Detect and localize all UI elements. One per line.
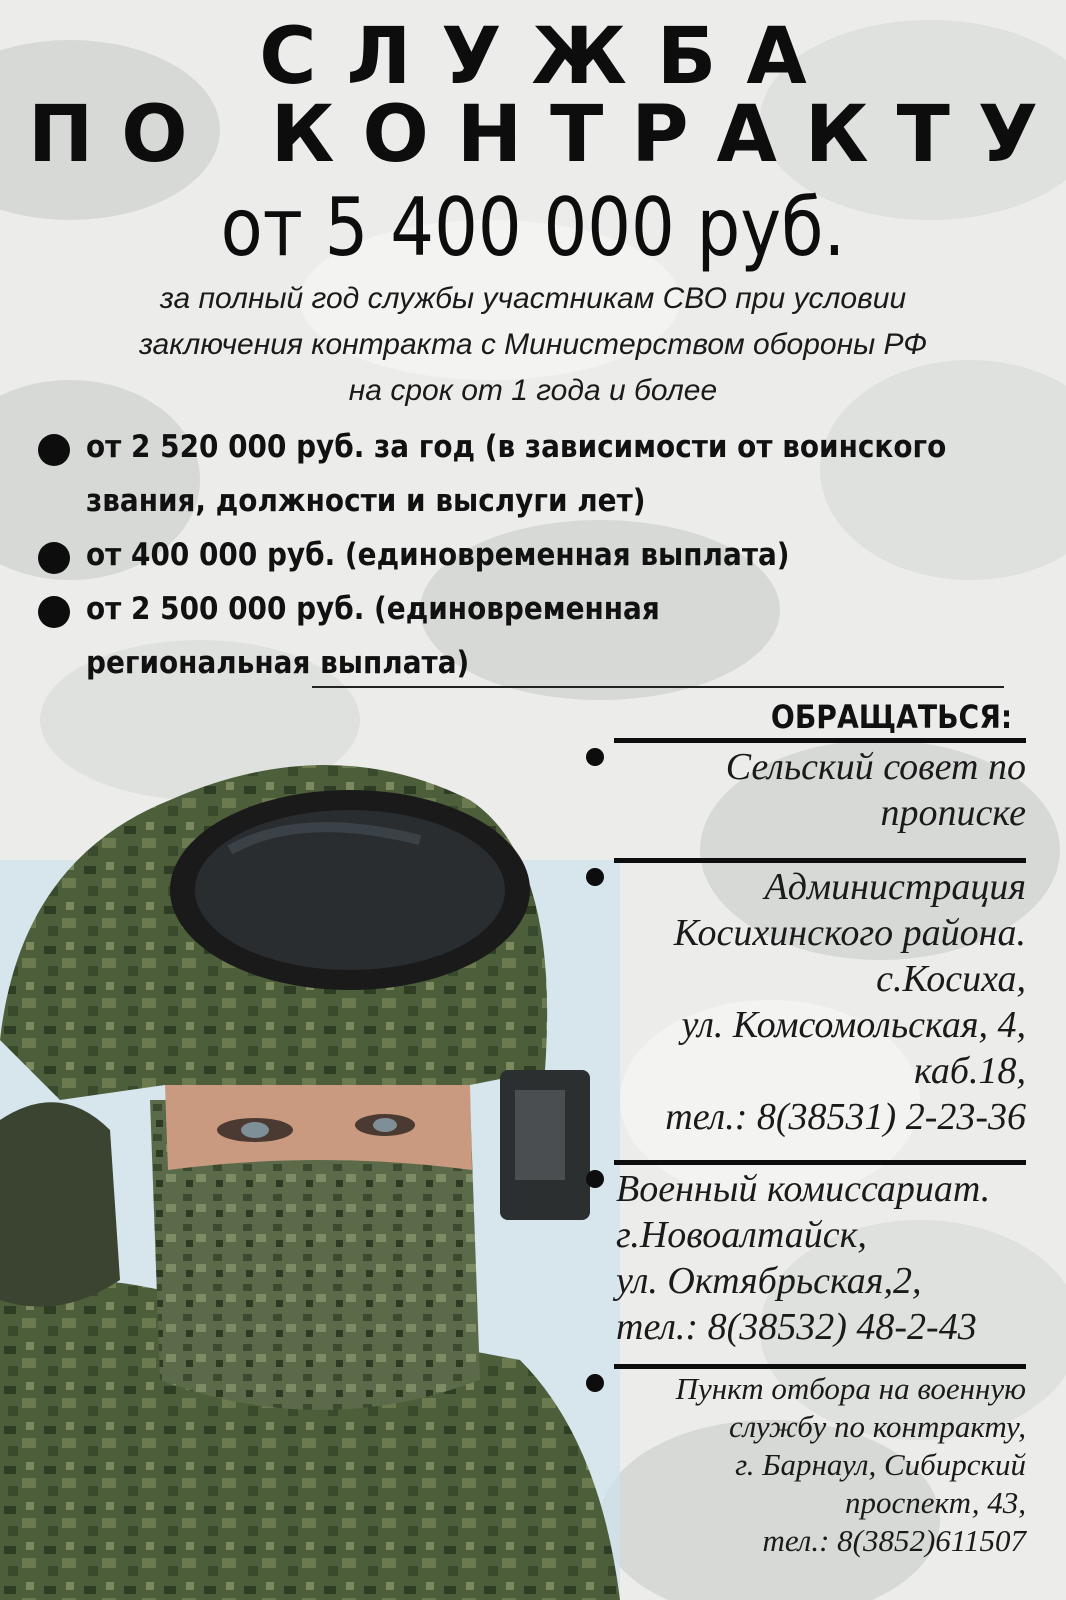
contact-text <box>586 738 1026 836</box>
contact-line: прописке <box>880 792 1026 834</box>
separator-line <box>312 686 1004 688</box>
contact-line: ул. Комсомольская, 4, <box>681 1004 1026 1046</box>
bullet-dot-icon <box>586 748 604 766</box>
bullet-dot-icon <box>38 596 70 628</box>
bullet-text <box>86 420 1031 528</box>
title-line-1: СЛУЖБА <box>259 12 837 102</box>
bullet-text <box>86 528 1031 582</box>
contact-rule <box>614 738 1026 743</box>
contact-line: тел.: 8(38531) 2-23-36 <box>665 1096 1026 1138</box>
bullet-line: звания, должности и выслуги лет) <box>86 483 646 519</box>
bullet-line: от 400 000 руб. (единовременная выплата) <box>86 537 790 573</box>
contact-line: Военный комиссариат. <box>616 1168 991 1210</box>
bullet-line: от 2 520 000 руб. за год (в зависимости от воинского <box>86 429 947 465</box>
contact-text <box>586 1364 1026 1560</box>
payment-bullets <box>36 420 1026 690</box>
bullet-dot-icon <box>38 542 70 574</box>
bullet-item <box>36 582 1026 690</box>
contact-line: тел.: 8(38532) 48-2-43 <box>616 1306 977 1348</box>
contact-line: с.Косиха, <box>876 958 1026 1000</box>
contact-line: Администрация <box>764 866 1026 908</box>
contact-rule <box>614 1160 1026 1165</box>
bullet-item <box>36 420 1026 528</box>
contact-item <box>586 858 1026 1140</box>
contact-line: каб.18, <box>914 1050 1026 1092</box>
bullet-item <box>36 528 1026 582</box>
subtitle-line: за полный год службы участникам СВО при условии <box>159 282 907 315</box>
payment-amount: от 5 400 000 руб. <box>220 181 846 274</box>
bullet-dot-icon <box>586 1374 604 1392</box>
bullet-dot-icon <box>586 1170 604 1188</box>
contact-text <box>586 858 1026 1140</box>
subtitle-line: заключения контракта с Министерством обороны РФ <box>138 328 928 361</box>
contact-line: г. Барнаул, Сибирский <box>735 1447 1026 1482</box>
contact-line: Косихинского района. <box>673 912 1026 954</box>
contact-item <box>586 738 1026 836</box>
contact-rule <box>614 1364 1026 1369</box>
title-line-2: ПО КОНТРАКТУ <box>28 90 1066 180</box>
subtitle <box>60 276 1006 414</box>
contact-line: Сельский совет по <box>725 746 1026 788</box>
bullet-dot-icon <box>38 434 70 466</box>
contacts-heading: ОБРАЩАТЬСЯ: <box>770 698 1012 736</box>
bullet-dot-icon <box>586 868 604 886</box>
contact-item <box>586 1160 1026 1350</box>
contact-line: службу по контракту, <box>729 1409 1026 1444</box>
contact-line: проспект, 43, <box>844 1485 1026 1520</box>
contact-line: Пункт отбора на военную <box>675 1371 1026 1406</box>
bullet-text <box>86 582 1031 690</box>
contact-line: тел.: 8(3852)611507 <box>762 1523 1026 1558</box>
contact-item <box>586 1364 1026 1560</box>
bullet-line: региональная выплата) <box>86 645 470 681</box>
contact-rule <box>614 858 1026 863</box>
contact-text <box>586 1160 1026 1350</box>
subtitle-line: на срок от 1 года и более <box>348 374 718 407</box>
contact-line: ул. Октябрьская,2, <box>616 1260 922 1302</box>
contact-line: г.Новоалтайск, <box>616 1214 867 1256</box>
bullet-line: от 2 500 000 руб. (единовременная <box>86 591 660 627</box>
